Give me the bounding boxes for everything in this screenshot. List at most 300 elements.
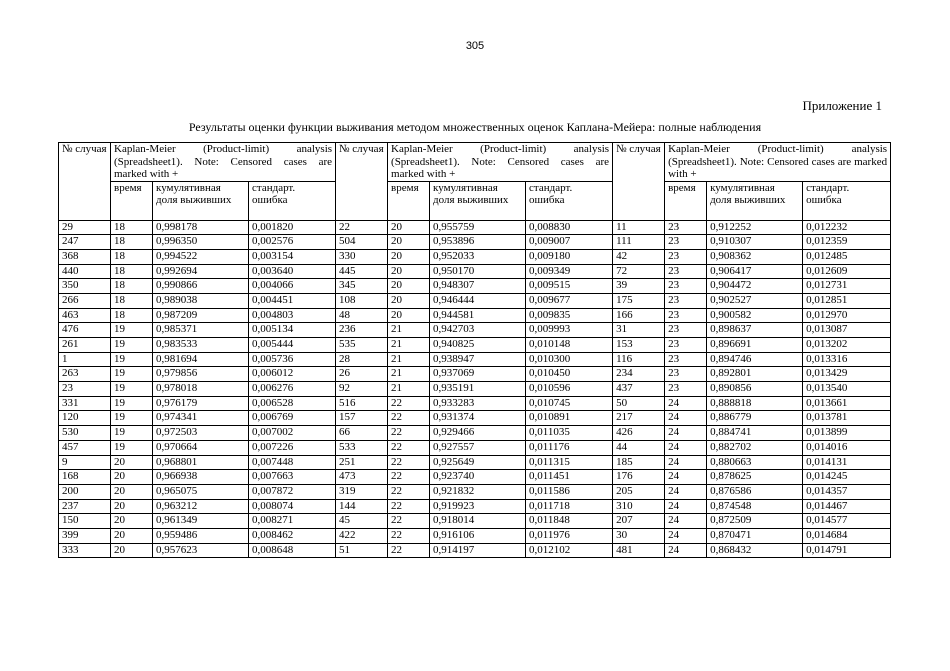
std-error-cell: 0,003154 xyxy=(249,249,336,264)
time-cell: 20 xyxy=(111,484,153,499)
std-error-cell: 0,009349 xyxy=(526,264,613,279)
cumulative-cell: 0,882702 xyxy=(707,440,803,455)
cumulative-cell: 0,959486 xyxy=(153,528,249,543)
table-row xyxy=(59,367,891,382)
std-error-cell: 0,010596 xyxy=(526,382,613,397)
time-cell: 20 xyxy=(111,543,153,558)
time-cell: 20 xyxy=(388,293,430,308)
std-error-cell: 0,012970 xyxy=(803,308,891,323)
std-error-cell: 0,011586 xyxy=(526,484,613,499)
time-cell: 24 xyxy=(665,396,707,411)
table-subheader-row xyxy=(59,181,891,220)
std-error-cell: 0,001820 xyxy=(249,220,336,235)
case-number-cell: 108 xyxy=(336,293,388,308)
std-error-cell: 0,011451 xyxy=(526,470,613,485)
std-error-cell: 0,014684 xyxy=(803,528,891,543)
cumulative-cell: 0,874548 xyxy=(707,499,803,514)
time-cell: 18 xyxy=(111,264,153,279)
std-error-cell: 0,013316 xyxy=(803,352,891,367)
case-number-cell: 504 xyxy=(336,235,388,250)
case-number-cell: 26 xyxy=(336,367,388,382)
cumulative-cell: 0,940825 xyxy=(430,338,526,353)
cumulative-cell: 0,935191 xyxy=(430,382,526,397)
cumulative-cell: 0,989038 xyxy=(153,293,249,308)
cumulative-cell: 0,937069 xyxy=(430,367,526,382)
cumulative-cell: 0,979856 xyxy=(153,367,249,382)
time-cell: 22 xyxy=(388,543,430,558)
cumulative-cell: 0,953896 xyxy=(430,235,526,250)
time-cell: 19 xyxy=(111,352,153,367)
std-error-cell: 0,007663 xyxy=(249,470,336,485)
case-number-cell: 72 xyxy=(613,264,665,279)
table-row xyxy=(59,352,891,367)
case-number-cell: 153 xyxy=(613,338,665,353)
analysis-header: Kaplan-Meier (Product-limit) analysis (Spreadsheet1). Note: Censored cases are marked with + xyxy=(665,143,891,182)
case-number-cell: 50 xyxy=(613,396,665,411)
case-number-cell: 437 xyxy=(613,382,665,397)
time-cell: 20 xyxy=(111,514,153,529)
std-error-cell: 0,012102 xyxy=(526,543,613,558)
case-number-header: № случая xyxy=(59,143,111,221)
page-number: 305 xyxy=(465,40,485,52)
time-cell: 23 xyxy=(665,249,707,264)
std-error-cell: 0,007226 xyxy=(249,440,336,455)
std-error-cell: 0,009993 xyxy=(526,323,613,338)
case-number-cell: 266 xyxy=(59,293,111,308)
case-number-cell: 237 xyxy=(59,499,111,514)
std-error-cell: 0,010300 xyxy=(526,352,613,367)
case-number-cell: 234 xyxy=(613,367,665,382)
case-number-cell: 66 xyxy=(336,426,388,441)
std-error-cell: 0,013087 xyxy=(803,323,891,338)
std-error-header: стандарт. ошибка xyxy=(803,181,891,220)
time-cell: 20 xyxy=(388,279,430,294)
cumulative-cell: 0,946444 xyxy=(430,293,526,308)
case-number-cell: 30 xyxy=(613,528,665,543)
case-number-cell: 333 xyxy=(59,543,111,558)
cumulative-cell: 0,933283 xyxy=(430,396,526,411)
std-error-header: стандарт. ошибка xyxy=(526,181,613,220)
cumulative-cell: 0,872509 xyxy=(707,514,803,529)
time-cell: 19 xyxy=(111,382,153,397)
table-header-row xyxy=(59,143,891,182)
std-error-cell: 0,013781 xyxy=(803,411,891,426)
cumulative-cell: 0,952033 xyxy=(430,249,526,264)
std-error-cell: 0,014577 xyxy=(803,514,891,529)
case-number-header: № случая xyxy=(613,143,665,221)
table-row xyxy=(59,308,891,323)
cumulative-cell: 0,985371 xyxy=(153,323,249,338)
cumulative-cell: 0,965075 xyxy=(153,484,249,499)
case-number-cell: 120 xyxy=(59,411,111,426)
cumulative-cell: 0,878625 xyxy=(707,470,803,485)
std-error-cell: 0,003640 xyxy=(249,264,336,279)
time-cell: 23 xyxy=(665,308,707,323)
case-number-cell: 422 xyxy=(336,528,388,543)
cumulative-cell: 0,890856 xyxy=(707,382,803,397)
case-number-cell: 463 xyxy=(59,308,111,323)
time-cell: 20 xyxy=(388,220,430,235)
case-number-cell: 92 xyxy=(336,382,388,397)
case-number-cell: 535 xyxy=(336,338,388,353)
table-row xyxy=(59,293,891,308)
case-number-cell: 319 xyxy=(336,484,388,499)
time-cell: 24 xyxy=(665,528,707,543)
std-error-cell: 0,014016 xyxy=(803,440,891,455)
table-row xyxy=(59,249,891,264)
std-error-cell: 0,012609 xyxy=(803,264,891,279)
time-cell: 20 xyxy=(111,455,153,470)
table-row xyxy=(59,514,891,529)
cumulative-cell: 0,981694 xyxy=(153,352,249,367)
cumulative-cell: 0,868432 xyxy=(707,543,803,558)
cumulative-cell: 0,942703 xyxy=(430,323,526,338)
appendix-label: Приложение 1 xyxy=(802,98,882,113)
case-number-cell: 28 xyxy=(336,352,388,367)
time-cell: 23 xyxy=(665,382,707,397)
std-error-cell: 0,012851 xyxy=(803,293,891,308)
time-cell: 20 xyxy=(388,235,430,250)
std-error-cell: 0,009007 xyxy=(526,235,613,250)
time-cell: 23 xyxy=(665,367,707,382)
cumulative-cell: 0,927557 xyxy=(430,440,526,455)
case-number-cell: 48 xyxy=(336,308,388,323)
time-cell: 21 xyxy=(388,338,430,353)
std-error-cell: 0,011176 xyxy=(526,440,613,455)
time-cell: 18 xyxy=(111,308,153,323)
std-error-cell: 0,014245 xyxy=(803,470,891,485)
time-cell: 23 xyxy=(665,323,707,338)
time-cell: 23 xyxy=(665,235,707,250)
time-cell: 22 xyxy=(388,514,430,529)
std-error-cell: 0,010450 xyxy=(526,367,613,382)
std-error-cell: 0,009180 xyxy=(526,249,613,264)
case-number-cell: 45 xyxy=(336,514,388,529)
std-error-cell: 0,004066 xyxy=(249,279,336,294)
table-row xyxy=(59,426,891,441)
time-cell: 24 xyxy=(665,499,707,514)
case-number-cell: 476 xyxy=(59,323,111,338)
std-error-cell: 0,009515 xyxy=(526,279,613,294)
case-number-cell: 150 xyxy=(59,514,111,529)
std-error-cell: 0,014467 xyxy=(803,499,891,514)
case-number-cell: 185 xyxy=(613,455,665,470)
table-row xyxy=(59,323,891,338)
case-number-cell: 345 xyxy=(336,279,388,294)
std-error-cell: 0,014131 xyxy=(803,455,891,470)
cumulative-cell: 0,886779 xyxy=(707,411,803,426)
std-error-cell: 0,007448 xyxy=(249,455,336,470)
cumulative-cell: 0,987209 xyxy=(153,308,249,323)
case-number-cell: 263 xyxy=(59,367,111,382)
analysis-header: Kaplan-Meier (Product-limit) analysis (Spreadsheet1). Note: Censored cases are marked with + xyxy=(111,143,336,182)
time-cell: 22 xyxy=(388,396,430,411)
case-number-cell: 350 xyxy=(59,279,111,294)
cumulative-cell: 0,902527 xyxy=(707,293,803,308)
time-cell: 18 xyxy=(111,235,153,250)
time-cell: 22 xyxy=(388,484,430,499)
case-number-cell: 175 xyxy=(613,293,665,308)
case-number-cell: 247 xyxy=(59,235,111,250)
cumulative-cell: 0,914197 xyxy=(430,543,526,558)
time-header: время xyxy=(665,181,707,220)
time-cell: 20 xyxy=(111,528,153,543)
time-cell: 23 xyxy=(665,352,707,367)
cumulative-cell: 0,998178 xyxy=(153,220,249,235)
std-error-cell: 0,013429 xyxy=(803,367,891,382)
cumulative-cell: 0,961349 xyxy=(153,514,249,529)
cumulative-cell: 0,974341 xyxy=(153,411,249,426)
time-cell: 21 xyxy=(388,352,430,367)
cumulative-cell: 0,894746 xyxy=(707,352,803,367)
case-number-cell: 426 xyxy=(613,426,665,441)
std-error-cell: 0,014791 xyxy=(803,543,891,558)
case-number-cell: 39 xyxy=(613,279,665,294)
cumulative-cell: 0,955759 xyxy=(430,220,526,235)
cumulative-cell: 0,904472 xyxy=(707,279,803,294)
time-cell: 24 xyxy=(665,440,707,455)
std-error-cell: 0,006769 xyxy=(249,411,336,426)
time-cell: 22 xyxy=(388,455,430,470)
cumulative-cell: 0,884741 xyxy=(707,426,803,441)
std-error-cell: 0,013661 xyxy=(803,396,891,411)
std-error-cell: 0,011718 xyxy=(526,499,613,514)
cumulative-cell: 0,910307 xyxy=(707,235,803,250)
cumulative-cell: 0,963212 xyxy=(153,499,249,514)
case-number-cell: 217 xyxy=(613,411,665,426)
table-body xyxy=(59,220,891,558)
table-row xyxy=(59,220,891,235)
time-cell: 20 xyxy=(388,308,430,323)
case-number-cell: 368 xyxy=(59,249,111,264)
case-number-cell: 399 xyxy=(59,528,111,543)
std-error-cell: 0,005736 xyxy=(249,352,336,367)
table-row xyxy=(59,455,891,470)
case-number-header: № случая xyxy=(336,143,388,221)
time-cell: 19 xyxy=(111,440,153,455)
std-error-cell: 0,014357 xyxy=(803,484,891,499)
time-cell: 23 xyxy=(665,293,707,308)
cumulative-cell: 0,970664 xyxy=(153,440,249,455)
std-error-header: стандарт. ошибка xyxy=(249,181,336,220)
case-number-cell: 31 xyxy=(613,323,665,338)
cumulative-cell: 0,968801 xyxy=(153,455,249,470)
case-number-cell: 310 xyxy=(613,499,665,514)
cumulative-cell: 0,990866 xyxy=(153,279,249,294)
time-cell: 22 xyxy=(388,426,430,441)
case-number-cell: 457 xyxy=(59,440,111,455)
std-error-cell: 0,006276 xyxy=(249,382,336,397)
cumulative-cell: 0,948307 xyxy=(430,279,526,294)
case-number-cell: 481 xyxy=(613,543,665,558)
time-cell: 19 xyxy=(111,411,153,426)
time-cell: 24 xyxy=(665,411,707,426)
cumulative-header: кумулятивная доля выживших xyxy=(153,181,249,220)
time-cell: 23 xyxy=(665,279,707,294)
table-row xyxy=(59,411,891,426)
table-row xyxy=(59,499,891,514)
time-cell: 23 xyxy=(665,338,707,353)
case-number-cell: 116 xyxy=(613,352,665,367)
cumulative-cell: 0,931374 xyxy=(430,411,526,426)
table-row xyxy=(59,382,891,397)
cumulative-cell: 0,966938 xyxy=(153,470,249,485)
case-number-cell: 144 xyxy=(336,499,388,514)
cumulative-cell: 0,923740 xyxy=(430,470,526,485)
cumulative-cell: 0,888818 xyxy=(707,396,803,411)
cumulative-cell: 0,916106 xyxy=(430,528,526,543)
time-cell: 24 xyxy=(665,455,707,470)
time-cell: 18 xyxy=(111,249,153,264)
cumulative-cell: 0,983533 xyxy=(153,338,249,353)
case-number-cell: 51 xyxy=(336,543,388,558)
cumulative-cell: 0,938947 xyxy=(430,352,526,367)
table-row xyxy=(59,484,891,499)
cumulative-cell: 0,912252 xyxy=(707,220,803,235)
time-cell: 19 xyxy=(111,367,153,382)
table-row xyxy=(59,396,891,411)
case-number-cell: 205 xyxy=(613,484,665,499)
time-cell: 18 xyxy=(111,220,153,235)
std-error-cell: 0,010148 xyxy=(526,338,613,353)
case-number-cell: 176 xyxy=(613,470,665,485)
case-number-cell: 29 xyxy=(59,220,111,235)
std-error-cell: 0,008830 xyxy=(526,220,613,235)
std-error-cell: 0,008648 xyxy=(249,543,336,558)
cumulative-header: кумулятивная доля выживших xyxy=(707,181,803,220)
table-caption: Результаты оценки функции выживания методом множественных оценок Каплана-Мейера: полные наблюдения xyxy=(188,120,762,134)
time-cell: 22 xyxy=(388,499,430,514)
time-header: время xyxy=(388,181,430,220)
case-number-cell: 200 xyxy=(59,484,111,499)
time-cell: 23 xyxy=(665,264,707,279)
std-error-cell: 0,007872 xyxy=(249,484,336,499)
cumulative-cell: 0,950170 xyxy=(430,264,526,279)
cumulative-cell: 0,900582 xyxy=(707,308,803,323)
cumulative-cell: 0,925649 xyxy=(430,455,526,470)
std-error-cell: 0,011315 xyxy=(526,455,613,470)
time-cell: 24 xyxy=(665,543,707,558)
time-cell: 24 xyxy=(665,470,707,485)
cumulative-cell: 0,921832 xyxy=(430,484,526,499)
time-cell: 18 xyxy=(111,279,153,294)
time-cell: 24 xyxy=(665,426,707,441)
cumulative-cell: 0,870471 xyxy=(707,528,803,543)
std-error-cell: 0,008271 xyxy=(249,514,336,529)
cumulative-cell: 0,929466 xyxy=(430,426,526,441)
cumulative-cell: 0,898637 xyxy=(707,323,803,338)
case-number-cell: 157 xyxy=(336,411,388,426)
table-row xyxy=(59,264,891,279)
time-cell: 21 xyxy=(388,323,430,338)
std-error-cell: 0,011976 xyxy=(526,528,613,543)
cumulative-cell: 0,996350 xyxy=(153,235,249,250)
cumulative-cell: 0,918014 xyxy=(430,514,526,529)
std-error-cell: 0,011035 xyxy=(526,426,613,441)
table-row xyxy=(59,235,891,250)
std-error-cell: 0,006012 xyxy=(249,367,336,382)
survival-table xyxy=(58,142,891,558)
cumulative-cell: 0,978018 xyxy=(153,382,249,397)
cumulative-cell: 0,976179 xyxy=(153,396,249,411)
time-cell: 20 xyxy=(111,470,153,485)
time-cell: 21 xyxy=(388,382,430,397)
time-cell: 21 xyxy=(388,367,430,382)
case-number-cell: 42 xyxy=(613,249,665,264)
std-error-cell: 0,008074 xyxy=(249,499,336,514)
cumulative-cell: 0,896691 xyxy=(707,338,803,353)
case-number-cell: 261 xyxy=(59,338,111,353)
cumulative-cell: 0,957623 xyxy=(153,543,249,558)
cumulative-cell: 0,906417 xyxy=(707,264,803,279)
case-number-cell: 440 xyxy=(59,264,111,279)
case-number-cell: 23 xyxy=(59,382,111,397)
case-number-cell: 473 xyxy=(336,470,388,485)
std-error-cell: 0,004451 xyxy=(249,293,336,308)
cumulative-cell: 0,919923 xyxy=(430,499,526,514)
case-number-cell: 331 xyxy=(59,396,111,411)
case-number-cell: 11 xyxy=(613,220,665,235)
std-error-cell: 0,012232 xyxy=(803,220,891,235)
case-number-cell: 1 xyxy=(59,352,111,367)
time-cell: 20 xyxy=(388,249,430,264)
time-cell: 20 xyxy=(388,264,430,279)
time-cell: 19 xyxy=(111,338,153,353)
std-error-cell: 0,009677 xyxy=(526,293,613,308)
std-error-cell: 0,009835 xyxy=(526,308,613,323)
std-error-cell: 0,012485 xyxy=(803,249,891,264)
cumulative-cell: 0,908362 xyxy=(707,249,803,264)
table-row xyxy=(59,543,891,558)
analysis-header: Kaplan-Meier (Product-limit) analysis (Spreadsheet1). Note: Censored cases are marked with + xyxy=(388,143,613,182)
std-error-cell: 0,007002 xyxy=(249,426,336,441)
case-number-cell: 44 xyxy=(613,440,665,455)
table-row xyxy=(59,338,891,353)
std-error-cell: 0,013899 xyxy=(803,426,891,441)
table-row xyxy=(59,470,891,485)
time-cell: 19 xyxy=(111,396,153,411)
std-error-cell: 0,013540 xyxy=(803,382,891,397)
time-cell: 19 xyxy=(111,323,153,338)
time-cell: 22 xyxy=(388,470,430,485)
case-number-cell: 9 xyxy=(59,455,111,470)
case-number-cell: 251 xyxy=(336,455,388,470)
time-cell: 22 xyxy=(388,528,430,543)
case-number-cell: 166 xyxy=(613,308,665,323)
std-error-cell: 0,005444 xyxy=(249,338,336,353)
std-error-cell: 0,010745 xyxy=(526,396,613,411)
cumulative-cell: 0,892801 xyxy=(707,367,803,382)
table-row xyxy=(59,528,891,543)
case-number-cell: 516 xyxy=(336,396,388,411)
std-error-cell: 0,005134 xyxy=(249,323,336,338)
time-cell: 18 xyxy=(111,293,153,308)
case-number-cell: 111 xyxy=(613,235,665,250)
std-error-cell: 0,008462 xyxy=(249,528,336,543)
time-cell: 20 xyxy=(111,499,153,514)
case-number-cell: 530 xyxy=(59,426,111,441)
cumulative-cell: 0,944581 xyxy=(430,308,526,323)
time-cell: 19 xyxy=(111,426,153,441)
time-cell: 24 xyxy=(665,484,707,499)
std-error-cell: 0,004803 xyxy=(249,308,336,323)
case-number-cell: 168 xyxy=(59,470,111,485)
case-number-cell: 236 xyxy=(336,323,388,338)
cumulative-cell: 0,876586 xyxy=(707,484,803,499)
std-error-cell: 0,013202 xyxy=(803,338,891,353)
case-number-cell: 207 xyxy=(613,514,665,529)
std-error-cell: 0,012359 xyxy=(803,235,891,250)
